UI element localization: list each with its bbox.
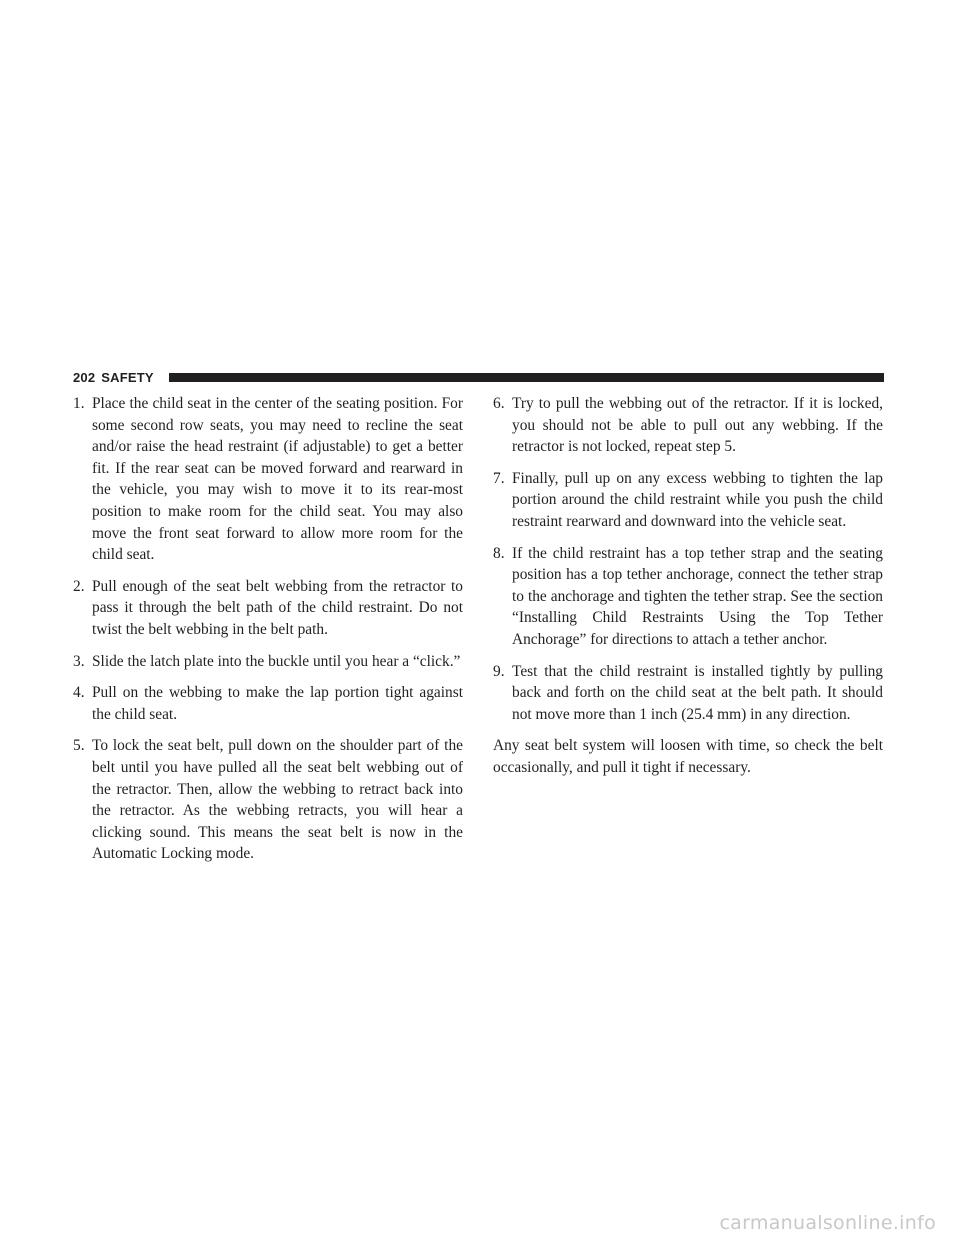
header-label [73, 370, 154, 386]
step-item [493, 661, 883, 726]
page-number: 202 [73, 370, 96, 385]
step-number: 1. [73, 395, 85, 412]
step-number: 8. [493, 544, 505, 562]
step-text: Pull on the webbing to make the lap portion tight against the child seat. [92, 684, 463, 723]
site-watermark: carmanualsonline.info [719, 1212, 936, 1234]
step-number: 6. [493, 395, 505, 412]
step-item [493, 543, 883, 651]
step-number: 9. [493, 662, 505, 680]
step-text: Try to pull the webbing out of the retractor. If it is locked, you should not be able to pull out any webbing. If the retractor is not locked, repeat step 5. [512, 395, 883, 456]
step-item [73, 393, 463, 566]
step-text: Slide the latch plate into the buckle until you hear a “click.” [92, 652, 461, 670]
closing-paragraph: Any seat belt system will loosen with time, so check the belt occasionally, and pull it tight if necessary. [493, 737, 883, 776]
step-number: 5. [73, 737, 85, 755]
step-item [73, 735, 463, 865]
step-text: Pull enough of the seat belt webbing from the retractor to pass it through the belt path of the child restraint. Do not twist the belt webbing in the belt path. [92, 577, 463, 638]
page-header [73, 370, 884, 386]
left-column [73, 393, 463, 875]
step-text: Place the child seat in the center of the seating position. For some second row seats, you may need to recline the seat and/or raise the head restraint (if adjustable) to get a better fit. If the rear seat can be moved forward and rearward in the vehicle, you may wish to move it to its rear-most position to make room for the child seat. You may also move the front seat forward to allow more room for the child seat. [92, 395, 463, 564]
step-number: 2. [73, 577, 85, 595]
step-number: 3. [73, 652, 85, 670]
step-text: Test that the child restraint is installed tightly by pulling back and forth on the child seat at the belt path. It should not move more than 1 inch (25.4 mm) in any direction. [512, 662, 883, 723]
section-title: SAFETY [101, 370, 154, 385]
step-number: 4. [73, 684, 85, 702]
step-text: To lock the seat belt, pull down on the shoulder part of the belt until you have pulled all the seat belt webbing out of the retractor. Then, allow the webbing to retract back into the retractor. As the webbing retracts, you will hear a clicking sound. This means the seat belt is now in the Automatic Locking mode. [92, 737, 463, 863]
step-item [73, 576, 463, 641]
step-item [493, 393, 883, 458]
step-number: 7. [493, 469, 505, 487]
step-text: If the child restraint has a top tether strap and the seating position has a top tether anchorage, connect the tether strap to the anchorage and tighten the tether strap. See the section “Installing Child Restraints Using the Top Tether Anchorage” for directions to attach a tether anchor. [512, 544, 883, 648]
step-item [73, 651, 463, 673]
step-item [73, 682, 463, 725]
step-text: Finally, pull up on any excess webbing to tighten the lap portion around the child restraint while you push the child restraint rearward and downward into the vehicle seat. [512, 469, 883, 530]
right-column [493, 393, 883, 779]
header-rule [169, 373, 884, 382]
step-item [493, 468, 883, 533]
